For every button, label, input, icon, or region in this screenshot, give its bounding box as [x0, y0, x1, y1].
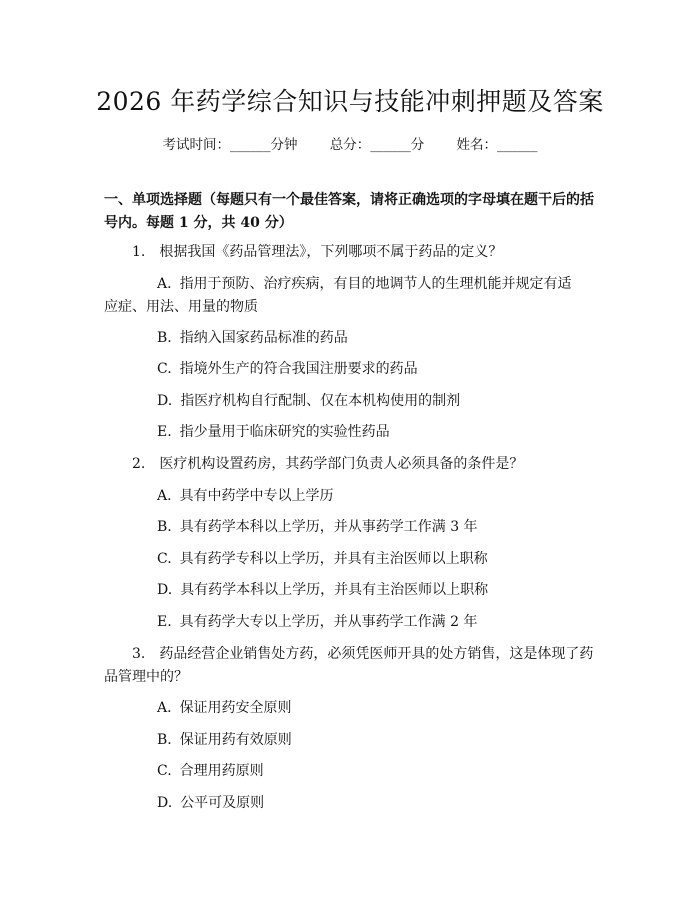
option-text: 合理用药原则 — [179, 763, 264, 779]
option-text: 保证用药安全原则 — [179, 700, 292, 716]
option — [157, 760, 607, 783]
option — [157, 485, 607, 508]
option-letter: C. — [157, 361, 172, 377]
option-text: 公平可及原则 — [180, 795, 265, 811]
option-letter: E. — [157, 614, 172, 630]
option-letter: E. — [157, 424, 172, 440]
option — [157, 390, 607, 413]
option — [157, 327, 607, 350]
option-letter: A. — [157, 276, 172, 292]
option-text: 具有药学本科以上学历，并具有主治医师以上职称 — [180, 582, 489, 598]
question-number: 1. — [132, 244, 146, 260]
option — [104, 273, 580, 319]
student-name: 姓名：______ — [456, 137, 538, 153]
option-letter: A. — [157, 488, 172, 504]
option — [157, 421, 607, 444]
option — [157, 548, 607, 571]
option-text: 具有药学大专以上学历，并从事药学工作满 2 年 — [179, 614, 478, 630]
option-text: 具有药学专科以上学历，并具有主治医师以上职称 — [179, 551, 488, 567]
option-letter: A. — [157, 700, 172, 716]
option-letter: C. — [157, 551, 172, 567]
option-text: 指少量用于临床研究的实验性药品 — [179, 424, 390, 440]
option-letter: B. — [157, 732, 172, 748]
option-text: 指医疗机构自行配制、仅在本机构使用的制剂 — [180, 393, 461, 409]
option — [157, 579, 607, 602]
exam-time: 考试时间：______分钟 — [162, 137, 298, 153]
option — [157, 697, 607, 720]
option-letter: D. — [157, 582, 173, 598]
option-letter: D. — [157, 795, 173, 811]
option-text: 指境外生产的符合我国注册要求的药品 — [179, 361, 418, 377]
question-number: 2. — [132, 456, 146, 472]
option — [157, 792, 607, 815]
option-text: 具有药学本科以上学历，并从事药学工作满 3 年 — [179, 519, 478, 535]
option — [157, 516, 607, 539]
exam-meta — [0, 133, 700, 153]
option-letter: D. — [157, 393, 173, 409]
document-title: 2026 年药学综合知识与技能冲刺押题及答案 — [96, 87, 604, 116]
total-score: 总分：______分 — [329, 137, 425, 153]
question-text: 药品经营企业销售处方药，必须凭医师开具的处方销售，这是体现了药品管理中的？ — [104, 646, 594, 685]
option — [157, 611, 607, 634]
question-number: 3. — [132, 646, 146, 662]
option-text: 指用于预防、治疗疾病，有目的地调节人的生理机能并规定有适应症、用法、用量的物质 — [104, 276, 572, 315]
option-text: 指纳入国家药品标准的药品 — [179, 330, 348, 346]
option-letter: B. — [157, 519, 172, 535]
question — [104, 241, 604, 264]
option-letter: C. — [157, 763, 172, 779]
option — [157, 729, 607, 752]
question-text: 医疗机构设置药房，其药学部门负责人必须具备的条件是？ — [159, 456, 524, 472]
option — [157, 358, 607, 381]
question-text: 根据我国《药品管理法》，下列哪项不属于药品的定义？ — [159, 244, 503, 260]
question — [104, 643, 604, 689]
section-heading: 一、单项选择题（每题只有一个最佳答案，请将正确选项的字母填在题干后的括号内。每题 1 分，共 40 分） — [104, 192, 594, 231]
option-text: 具有中药学中专以上学历 — [179, 488, 334, 504]
question — [104, 453, 604, 476]
option-letter: B. — [157, 330, 172, 346]
option-text: 保证用药有效原则 — [179, 732, 292, 748]
